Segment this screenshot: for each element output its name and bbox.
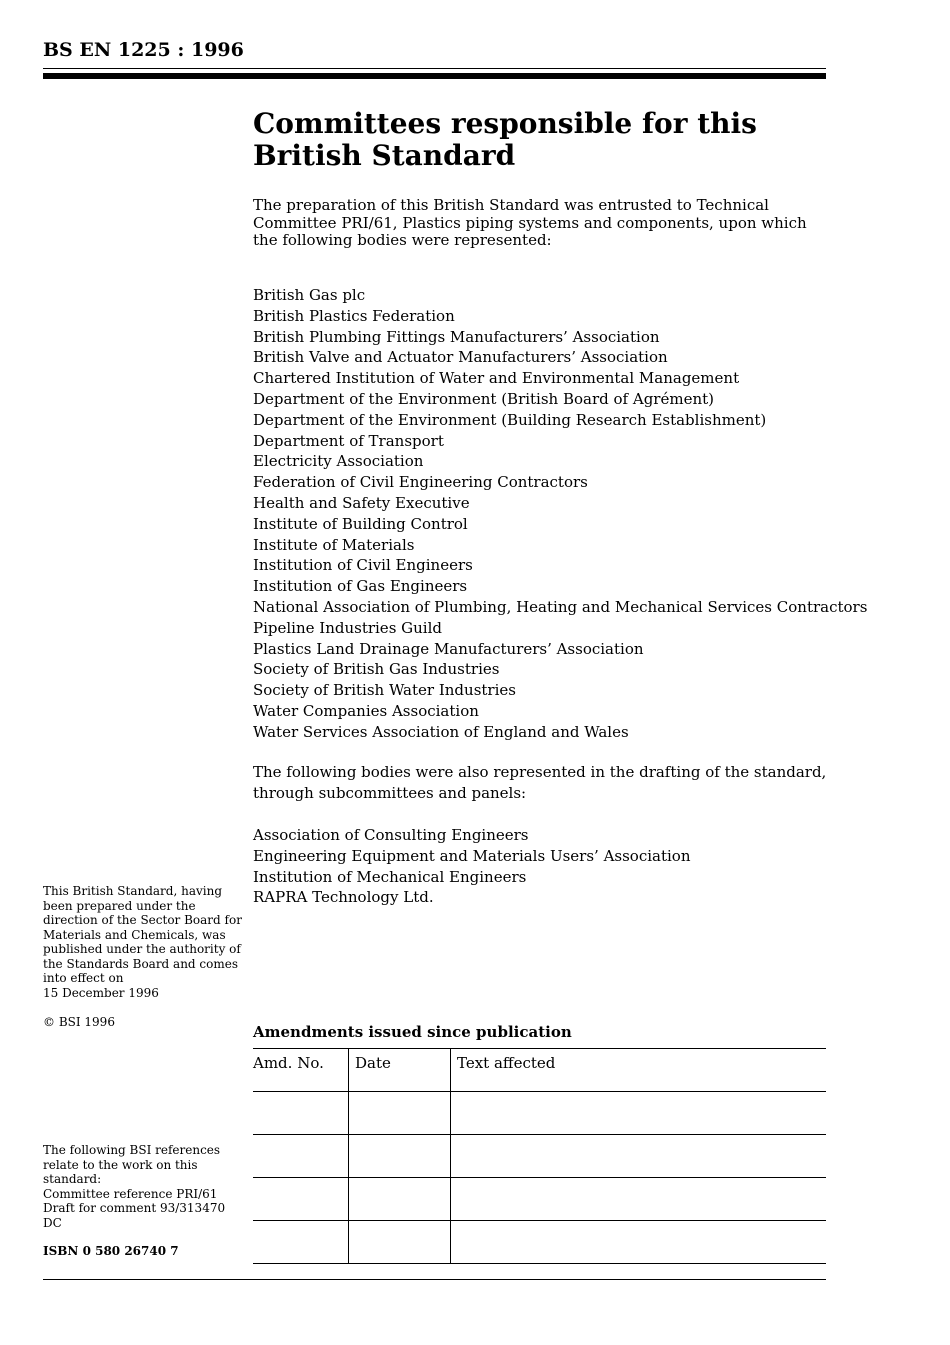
reference-line: standard:	[43, 1172, 102, 1186]
table-cell	[349, 1135, 451, 1178]
list-item: Health and Safety Executive	[253, 493, 470, 512]
table-cell	[253, 1135, 349, 1178]
note-line: into effect on	[43, 971, 124, 985]
column-header-amd-no: Amd. No.	[253, 1049, 349, 1092]
list-item: Institution of Gas Engineers	[253, 577, 468, 596]
list-item: Federation of Civil Engineering Contractors	[253, 473, 588, 492]
note-line: This British Standard, having	[43, 884, 223, 898]
list-item: Institute of Materials	[253, 535, 415, 554]
list-item: Department of Transport	[253, 431, 444, 450]
list-item: National Association of Plumbing, Heating and Mechanical Services Contractors	[253, 597, 868, 616]
bsi-references	[43, 1143, 243, 1230]
publication-note	[43, 884, 243, 1000]
note-line: 15 December 1996	[43, 985, 159, 1000]
isbn: ISBN 0 580 26740 7	[43, 1244, 179, 1258]
subcommittee-bodies-list	[253, 825, 690, 908]
list-item: Department of the Environment (British Board of Agrément)	[253, 389, 714, 408]
reference-line: Draft for comment 93/313470 DC	[43, 1201, 226, 1230]
list-item: Plastics Land Drainage Manufacturers’ Association	[253, 639, 644, 658]
list-item: RAPRA Technology Ltd.	[253, 888, 434, 907]
note-line: direction of the Sector Board for	[43, 913, 242, 927]
table-cell	[253, 1221, 349, 1264]
intro-paragraph: The preparation of this British Standard was entrusted to Technical Committee PRI/61, Plastics piping systems and components, upon which the following bodies were represented:	[253, 196, 807, 249]
column-header-text-affected: Text affected	[451, 1049, 827, 1092]
table-row	[253, 1092, 826, 1135]
list-item: British Plumbing Fittings Manufacturers’ Association	[253, 327, 660, 346]
list-item: British Valve and Actuator Manufacturers’ Association	[253, 348, 668, 367]
title-line-1: Committees responsible for this	[253, 107, 757, 140]
list-item: Chartered Institution of Water and Environmental Management	[253, 369, 740, 388]
table-cell	[253, 1178, 349, 1221]
reference-line: The following BSI references	[43, 1143, 221, 1157]
column-header-date: Date	[349, 1049, 451, 1092]
list-item: Water Companies Association	[253, 701, 479, 720]
amendments-heading: Amendments issued since publication	[253, 1023, 572, 1041]
table-cell	[349, 1221, 451, 1264]
table-cell	[349, 1092, 451, 1135]
note-line: been prepared under the	[43, 898, 196, 913]
list-item: Institution of Civil Engineers	[253, 556, 473, 575]
represented-bodies-list	[253, 285, 868, 743]
title-line-2: British Standard	[253, 139, 516, 172]
table-cell	[451, 1135, 827, 1178]
list-item: Institution of Mechanical Engineers	[253, 867, 527, 886]
reference-line: Committee reference PRI/61	[43, 1186, 218, 1201]
list-item: British Plastics Federation	[253, 306, 455, 325]
table-cell	[451, 1178, 827, 1221]
table-cell	[349, 1178, 451, 1221]
table-row	[253, 1178, 826, 1221]
list-item: Society of British Water Industries	[253, 681, 516, 700]
list-item: British Gas plc	[253, 286, 366, 304]
footer-rule	[43, 1279, 826, 1280]
note-line: Materials and Chemicals, was	[43, 927, 226, 942]
copyright: © BSI 1996	[43, 1015, 115, 1029]
table-cell	[451, 1221, 827, 1264]
list-item: Society of British Gas Industries	[253, 660, 500, 679]
list-item: Pipeline Industries Guild	[253, 618, 442, 637]
list-item: Institute of Building Control	[253, 514, 468, 533]
page-title	[253, 108, 757, 172]
note-line: the Standards Board and comes	[43, 956, 239, 971]
amendments-table	[253, 1048, 826, 1264]
list-item: Engineering Equipment and Materials Users’ Association	[253, 846, 691, 865]
table-cell	[253, 1092, 349, 1135]
reference-line: relate to the work on this	[43, 1157, 198, 1172]
list-item: Water Services Association of England and Wales	[253, 722, 629, 741]
note-line: published under the authority of	[43, 942, 241, 956]
also-represented-paragraph: The following bodies were also represented in the drafting of the standard, through subcommittees and panels:	[253, 763, 827, 802]
list-item: Electricity Association	[253, 452, 424, 471]
table-header-row	[253, 1049, 826, 1092]
table-cell	[451, 1092, 827, 1135]
table-row	[253, 1221, 826, 1264]
table-row	[253, 1135, 826, 1178]
document-code: BS EN 1225 : 1996	[43, 39, 244, 61]
header-rule-thin	[43, 68, 826, 69]
list-item: Department of the Environment (Building Research Establishment)	[253, 410, 767, 429]
list-item: Association of Consulting Engineers	[253, 826, 529, 844]
header-rule-thick	[43, 73, 826, 79]
